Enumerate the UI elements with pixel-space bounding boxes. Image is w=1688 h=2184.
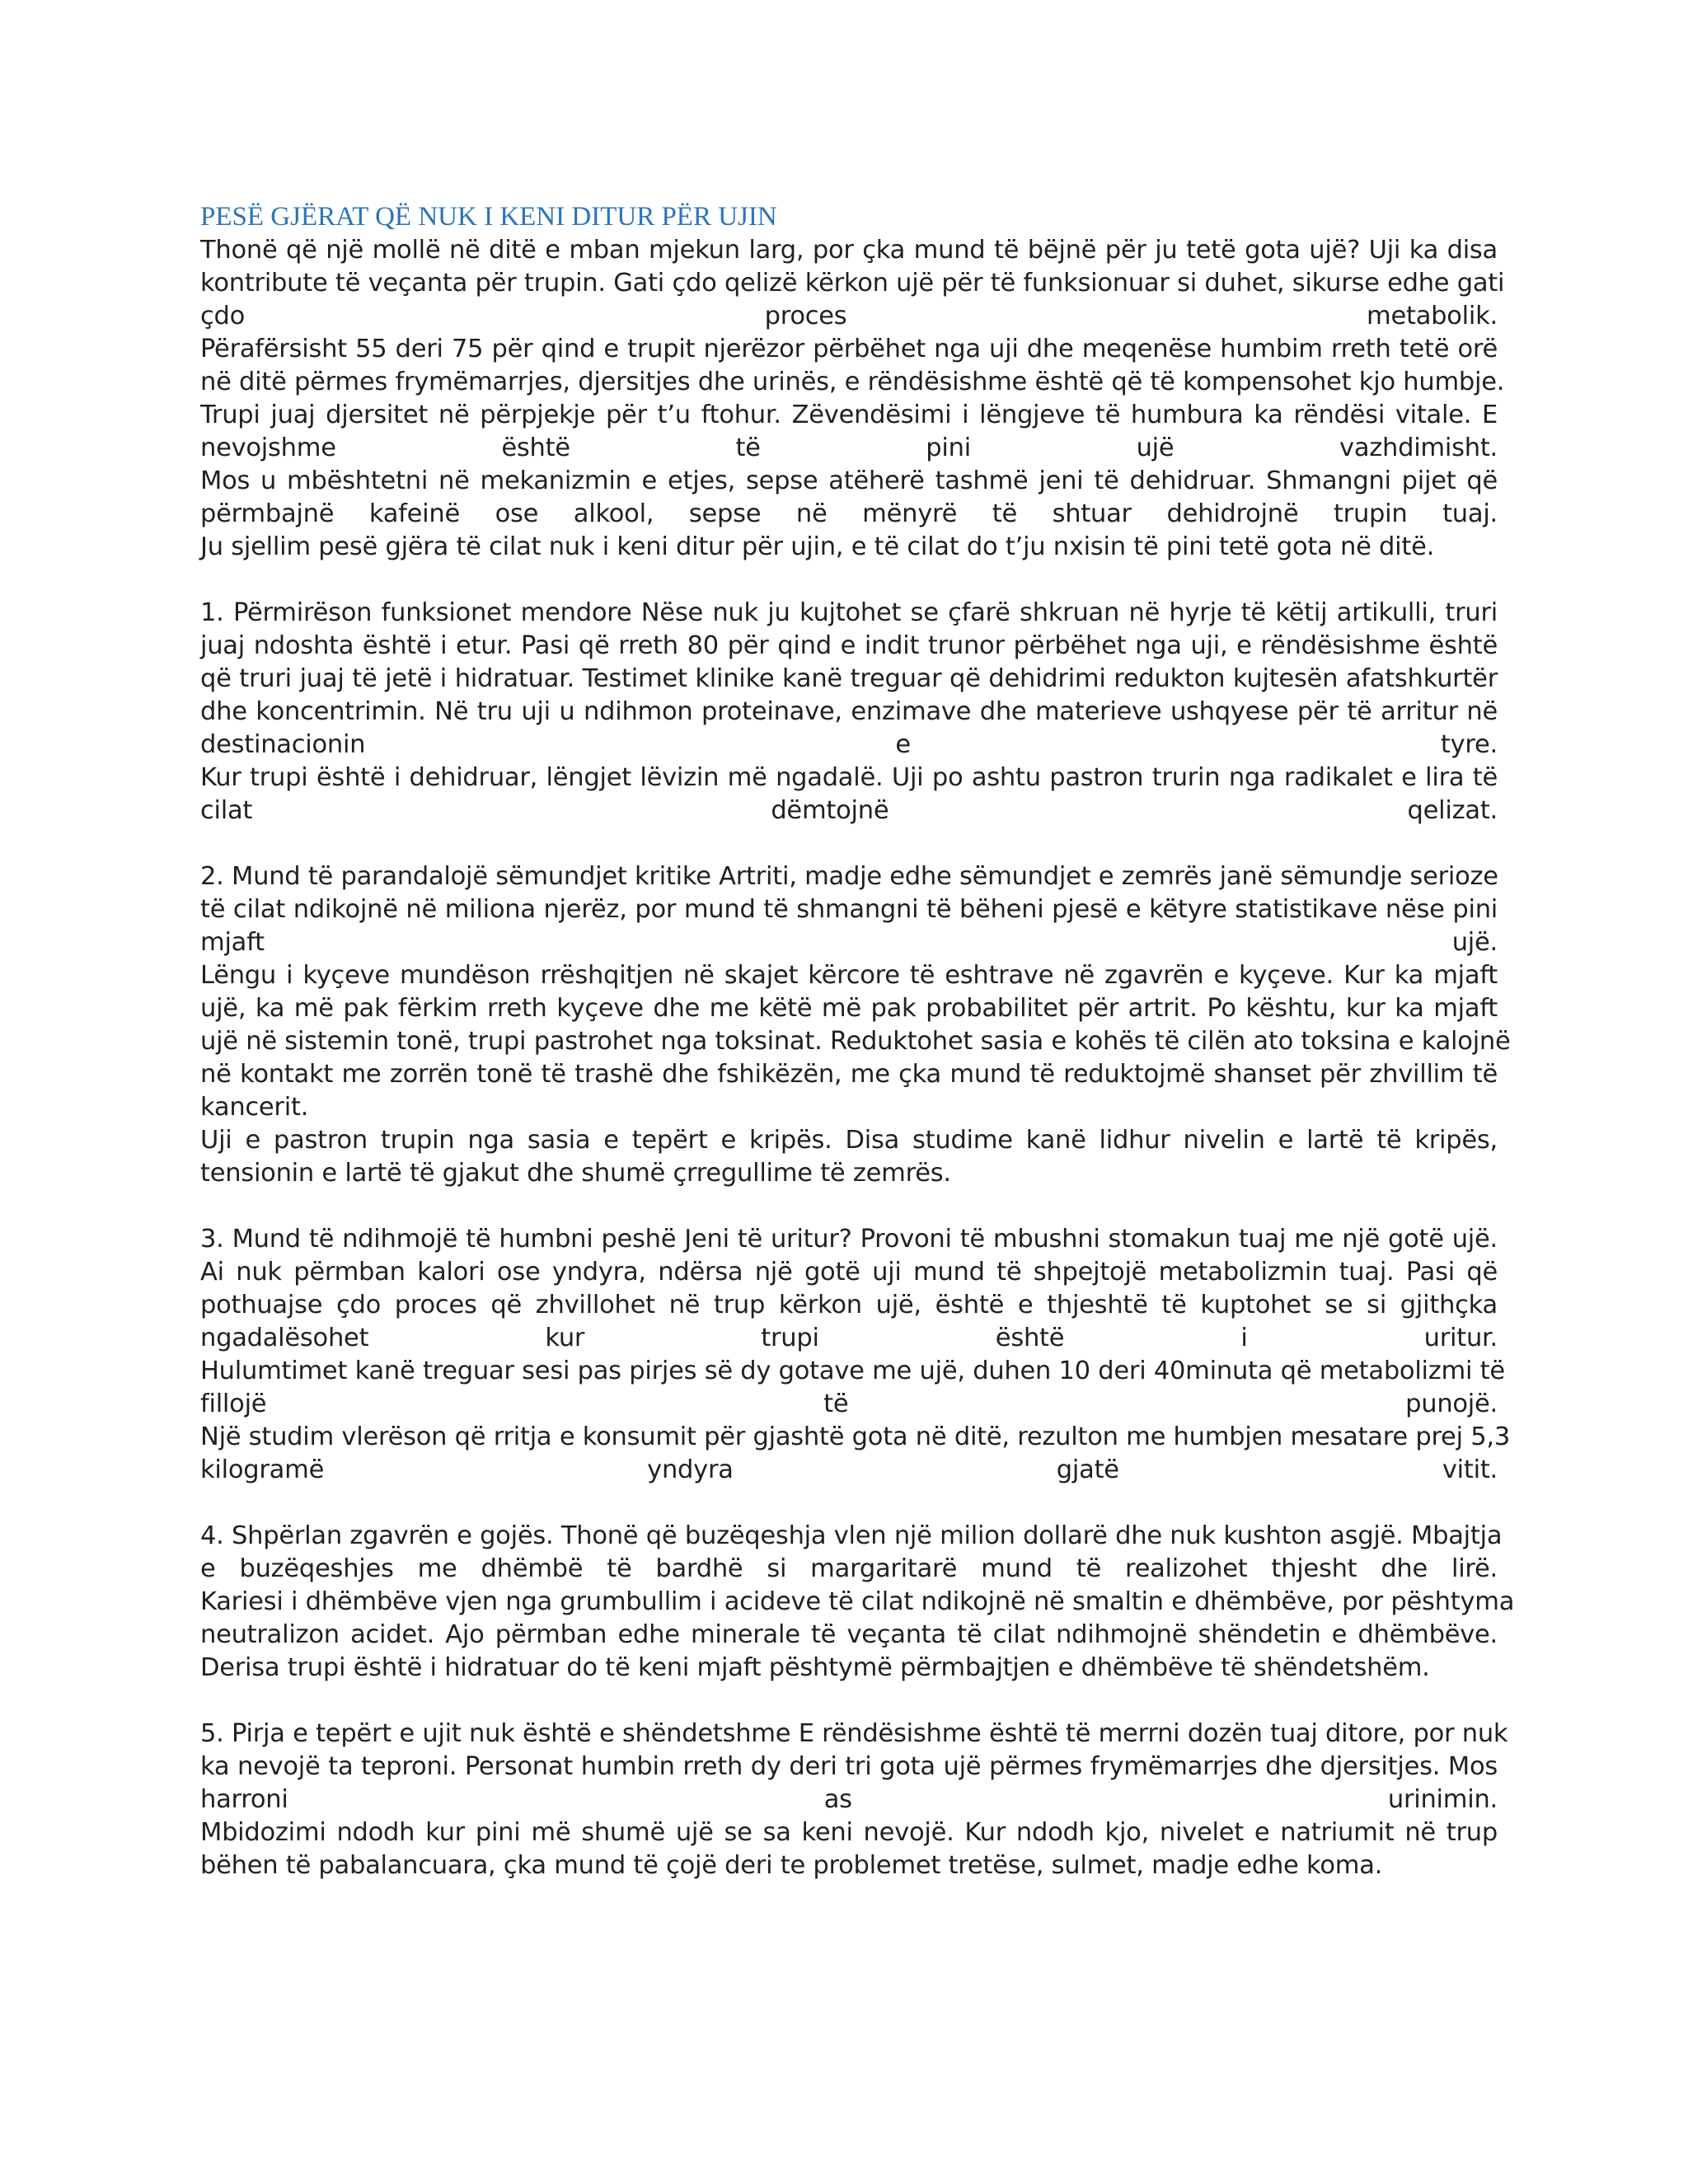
text-line: Përafërsisht 55 deri 75 për qind e trupit njerëzor përbëhet nga uji dhe meqenëse humbim rreth tetë orë [200,335,1498,363]
paragraph-spacer [200,1487,1498,1520]
document-body [200,234,1515,1882]
paragraph [200,1520,1515,1685]
document-title: PESË GJËRAT QË NUK I KENI DITUR PËR UJIN [200,202,777,232]
text-line: kancerit. [200,1093,309,1122]
paragraph [200,234,1505,333]
text-line: 4. Shpërlan zgavrën e gojës. Thonë që buzëqeshja vlen një milion dollarë dhe nuk kushton asgjë. Mbajtja [200,1521,1503,1550]
paragraph-spacer [200,827,1498,860]
paragraph [200,465,1498,564]
text-line: tensionin e lartë të gjakut dhe shumë çrregullime të zemrës. [200,1159,951,1188]
paragraph-spacer [200,564,1498,597]
text-line: Lëngu i kyçeve mundëson rrëshqitjen në skajet kërcore të eshtrave në zgavrën e kyçeve. Kur ka mjaft [200,961,1498,990]
text-line: nevojshme është të pini ujë vazhdimisht. [200,434,1498,462]
text-line: Thonë që një mollë në ditë e mban mjekun larg, por çka mund të bëjnë për ju tetë gota ujë? Uji ka disa [200,236,1498,265]
text-line: pothuajse çdo proces që zhvillohet në trup kërkon ujë, është e thjeshtë të kuptohet se si gjithçka [200,1291,1498,1319]
text-line: 3. Mund të ndihmojë të humbni peshë Jeni të uritur? Provoni të mbushni stomakun tuaj me një gotë ujë. [200,1225,1498,1254]
text-line: ngadalësohet kur trupi është i uritur. [200,1324,1498,1352]
paragraph-spacer [200,1685,1498,1718]
text-line: Kariesi i dhëmbëve vjen nga grumbullim i acideve të cilat ndikojnë në smaltin e dhëmbëve, por pështyma [200,1587,1515,1616]
text-line: bëhen të pabalancuara, çka mund të çojë deri te problemet tretëse, sulmet, madje edhe koma. [200,1851,1383,1880]
paragraph [200,1816,1498,1882]
text-line: Mbidozimi ndodh kur pini më shumë ujë se sa keni nevojë. Kur ndodh kjo, nivelet e natriumit në trup [200,1818,1498,1847]
text-line: çdo proces metabolik. [200,302,1498,330]
text-line: ujë, ka më pak fërkim rreth kyçeve dhe me këtë më pak probabilitet për artrit. Po kështu, kur ka mjaft [200,994,1498,1023]
text-line: 1. Përmirëson funksionet mendore Nëse nuk ju kujtohet se çfarë shkruan në hyrje të këtij artikulli, truri [200,598,1498,627]
paragraph [200,1124,1498,1190]
text-line: Derisa trupi është i hidratuar do të keni mjaft pështymë përmbajtjen e dhëmbëve të shëndetshëm. [200,1653,1430,1682]
paragraph [200,762,1498,827]
text-line: në ditë përmes frymëmarrjes, djersitjes dhe urinës, e rëndësishme është që të kompensohet kjo humbje. [200,368,1505,396]
text-line: Hulumtimet kanë treguar sesi pas pirjes së dy gotave me ujë, duhen 10 deri 40minuta që metabolizmi të [200,1357,1505,1385]
paragraph [200,1223,1498,1355]
paragraph [200,1421,1510,1487]
text-line: mjaft ujë. [200,928,1498,957]
text-line: Mos u mbështetni në mekanizmin e etjes, sepse atëherë tashmë jeni të dehidruar. Shmangni pijet që [200,466,1498,495]
paragraph [200,1355,1505,1421]
text-line: juaj ndoshta është i etur. Pasi që rreth 80 për qind e indit trunor përbëhet nga uji, e rëndësishme është [200,631,1498,660]
text-line: ka nevojë ta teproni. Personat humbin rreth dy deri tri gota ujë përmes frymëmarrjes dhe djersitjes. Mos [200,1752,1498,1781]
text-line: dhe koncentrimin. Në tru uji u ndihmon proteinave, enzimave dhe materieve ushqyese për të arritur në [200,697,1498,726]
text-line: Uji e pastron trupin nga sasia e tepërt e kripës. Disa studime kanë lidhur nivelin e lartë të kripës, [200,1126,1498,1155]
text-line: Ai nuk përmban kalori ose yndyra, ndërsa një gotë uji mund të shpejtojë metabolizmin tuaj. Pasi që [200,1258,1498,1286]
text-line: Kur trupi është i dehidruar, lëngjet lëvizin më ngadalë. Uji po ashtu pastron trurin nga radikalet e lira të [200,763,1498,792]
text-line: harroni as urinimin. [200,1785,1498,1814]
paragraph [200,1718,1508,1816]
paragraph-spacer [200,1190,1498,1223]
text-line: neutralizon acidet. Ajo përmban edhe minerale të veçanta të cilat ndihmojnë shëndetin e dhëmbëve. [200,1620,1498,1649]
text-line: e buzëqeshjes me dhëmbë të bardhë si margaritarë mund të realizohet thjesht dhe lirë. [200,1554,1498,1583]
paragraph [200,597,1498,762]
text-line: Një studim vlerëson që rritja e konsumit për gjashtë gota në ditë, rezulton me humbjen mesatare prej 5,3 [200,1422,1510,1451]
text-line: që truri juaj të jetë i hidratuar. Testimet klinike kanë treguar që dehidrimi redukton kujtesën afatshkurtër [200,664,1498,693]
text-line: ujë në sistemin tonë, trupi pastrohet nga toksinat. Reduktohet sasia e kohës të cilën ato toksina e kalojnë [200,1027,1511,1056]
text-line: cilat dëmtojnë qelizat. [200,796,1498,825]
text-line: të cilat ndikojnë në miliona njerëz, por mund të shmangni të bëheni pjesë e këtyre statistikave nëse pini [200,895,1498,924]
document-page [200,198,1515,1882]
text-line: përmbajnë kafeinë ose alkool, sepse në mënyrë të shtuar dehidrojnë trupin tuaj. [200,499,1498,528]
text-line: kilogramë yndyra gjatë vitit. [200,1455,1498,1484]
text-line: Trupi juaj djersitet në përpjekje për t’u ftohur. Zëvendësimi i lëngjeve të humbura ka rëndësi vitale. E [200,401,1498,429]
text-line: kontribute të veçanta për trupin. Gati çdo qelizë kërkon ujë për të funksionuar si duhet, sikurse edhe gati [200,269,1505,298]
text-line: fillojë të punojë. [200,1390,1498,1418]
text-line: 2. Mund të parandalojë sëmundjet kritike Artriti, madje edhe sëmundjet e zemrës janë sëmundje serioze [200,862,1498,891]
text-line: 5. Pirja e tepërt e ujit nuk është e shëndetshme E rëndësishme është të merrni dozën tuaj ditore, por nuk [200,1719,1508,1748]
paragraph [200,959,1511,1124]
paragraph [200,333,1505,465]
text-line: Ju sjellim pesë gjëra të cilat nuk i keni ditur për ujin, e të cilat do t’ju nxisin të pini tetë gota në ditë. [200,532,1435,561]
paragraph [200,860,1498,959]
text-line: në kontakt me zorrën tonë të trashë dhe fshikëzën, me çka mund të reduktojmë shanset për zhvillim të [200,1060,1498,1089]
text-line: destinacionin e tyre. [200,730,1498,759]
